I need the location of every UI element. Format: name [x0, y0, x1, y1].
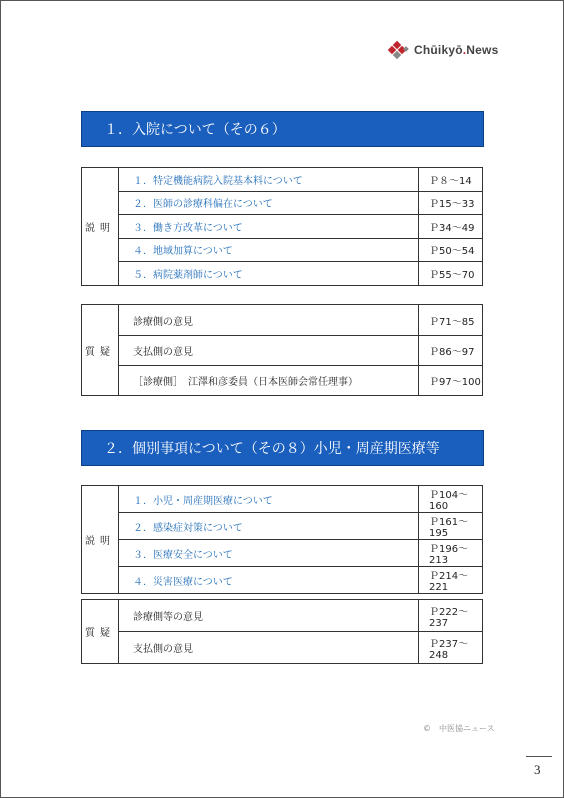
page-range: Ｐ15～33: [419, 191, 483, 215]
page-range: Ｐ196～213: [419, 540, 483, 567]
category-label: 質疑: [82, 305, 119, 396]
agenda-link[interactable]: １．特定機能病院入院基本料について: [119, 168, 419, 192]
page-range: Ｐ34～49: [419, 215, 483, 239]
table-row: [82, 305, 483, 336]
table-row: [82, 238, 483, 262]
table-row: [82, 191, 483, 215]
page-range: Ｐ86～97: [419, 336, 483, 366]
table-row: [82, 540, 483, 567]
question-item: ［診療側］ 江澤和彦委員（日本医師会常任理事）: [119, 366, 419, 396]
category-label: 説明: [82, 168, 119, 286]
agenda-link[interactable]: ２．医師の診療科偏在について: [119, 191, 419, 215]
logo-text: Chūikyō.News: [414, 43, 499, 57]
copyright-notice: © 中医協ニュース: [423, 724, 495, 733]
logo-diamond-icon: [389, 42, 411, 58]
page-number: 3: [534, 762, 541, 777]
page-range: Ｐ222～237: [419, 600, 483, 632]
table-row: [82, 262, 483, 286]
agenda-link[interactable]: ４．災害医療について: [119, 567, 419, 594]
table-row: [82, 600, 483, 632]
question-item: 診療側等の意見: [119, 600, 419, 632]
table-row: [82, 336, 483, 366]
table-row: [82, 513, 483, 540]
section-2-title: ２．個別事項について（その８）小児・周産期医療等: [81, 430, 484, 466]
table-row: [82, 168, 483, 192]
table-row: [82, 486, 483, 513]
page-number-rule: [526, 756, 552, 757]
page-range: Ｐ55～70: [419, 262, 483, 286]
page-range: Ｐ８～14: [419, 168, 483, 192]
section-1-questions-table: [81, 304, 483, 396]
section-2-questions-table: [81, 599, 483, 664]
category-label: 説明: [82, 486, 119, 594]
page-range: Ｐ50～54: [419, 238, 483, 262]
logo: [389, 42, 498, 58]
table-row: [82, 567, 483, 594]
question-item: 診療側の意見: [119, 305, 419, 336]
section-2-explanation-table: [81, 485, 483, 594]
table-row: [82, 215, 483, 239]
agenda-link[interactable]: ４．地域加算について: [119, 238, 419, 262]
question-item: 支払側の意見: [119, 632, 419, 664]
category-label: 質疑: [82, 600, 119, 664]
section-1-title: １．入院について（その６）: [81, 111, 484, 147]
page-range: Ｐ97～100: [419, 366, 483, 396]
page-range: Ｐ161～195: [419, 513, 483, 540]
page-range: Ｐ104～160: [419, 486, 483, 513]
page-range: Ｐ214～221: [419, 567, 483, 594]
page-range: Ｐ237～248: [419, 632, 483, 664]
table-row: [82, 632, 483, 664]
section-1-explanation-table: [81, 167, 483, 286]
agenda-link[interactable]: ２．感染症対策について: [119, 513, 419, 540]
agenda-link[interactable]: ３．医療安全について: [119, 540, 419, 567]
table-row: [82, 366, 483, 396]
agenda-link[interactable]: ３．働き方改革について: [119, 215, 419, 239]
question-item: 支払側の意見: [119, 336, 419, 366]
agenda-link[interactable]: １．小児・周産期医療について: [119, 486, 419, 513]
page-range: Ｐ71～85: [419, 305, 483, 336]
agenda-link[interactable]: ５．病院薬剤師について: [119, 262, 419, 286]
